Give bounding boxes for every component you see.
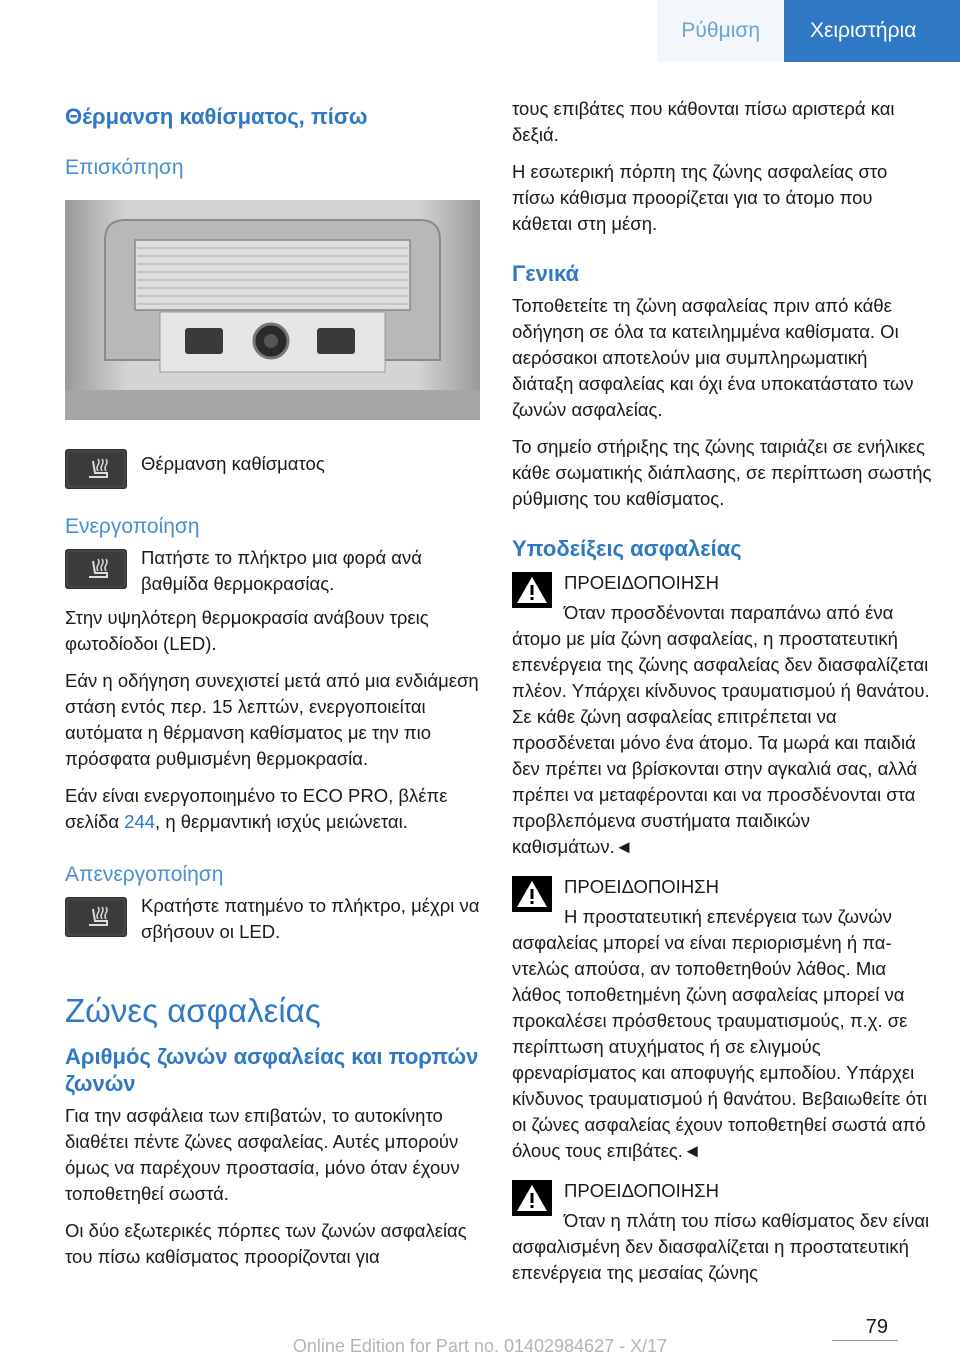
overview-heading: Επισκόπηση — [65, 156, 184, 179]
left-column — [65, 96, 485, 1281]
activation-heading: Ενεργοποίηση — [65, 515, 200, 538]
right-p-inner: Η εσωτερική πόρπη της ζώνης ασφαλείας στο πίσω κάθισμα προορίζεται για το άτομο που κάθεται στη μέση. — [512, 161, 888, 234]
warning-triangle-icon — [512, 876, 552, 912]
warning-block — [512, 874, 932, 1164]
icon-caption-row — [65, 445, 485, 489]
warning-text-2: Η προστατευτική επενέργεια των ζωνών ασφαλείας μπορεί να είναι περιορισμένη ή παντελώς απούσα, αν τοποθετηθούν λάθος. Μια λάθος τοποθετημένη ζώνη ασφαλείας μπορεί να προκαλέσει πρόσθετους τραυματισμούς, π.χ. σε περίπτωση ατυχήματος ή σε ελιγμούς φρεναρίσματος και αποφυγής εμποδίου. Υπάρχει κίνδυνος τραυματισμού ή θανάτου. Βεβαιωθείτε ότι οι ζώνες ασφαλείας έχουν τοποθετηθεί σωστά από όλους τους επιβάτες.◄ — [512, 906, 928, 1161]
activation-p3-b: , η θερμαντική ισχύς μειώνεται. — [155, 811, 408, 832]
activation-step-row — [65, 545, 485, 597]
warning-block — [512, 570, 932, 860]
general-heading: Γενικά — [512, 261, 580, 286]
activation-p3 — [65, 783, 485, 835]
warning-label: ΠΡΟΕΙΔΟΠΟΙΗΣΗ — [564, 1180, 719, 1201]
belts-p2: Οι δύο εξωτερικές πόρπες των ζωνών ασφαλείας του πίσω καθίσματος προορίζονται για — [65, 1220, 467, 1267]
page-link-244[interactable]: 244 — [124, 811, 156, 832]
warning-triangle-icon — [512, 1180, 552, 1216]
activation-p1: Στην υψηλότερη θερμοκρασία ανάβουν τρεις φωτοδίοδοι (LED). — [65, 607, 429, 654]
warning-label: ΠΡΟΕΙΔΟΠΟΙΗΣΗ — [564, 572, 719, 593]
seat-heating-icon — [65, 549, 127, 589]
belts-number-heading: Αριθμός ζωνών ασφαλείας και πορπών ζωνών — [65, 1044, 479, 1096]
general-p1: Τοποθετείτε τη ζώνη ασφαλείας πριν από κάθε οδήγηση σε όλα τα κατειλημμένα καθίσματα. Οι αερόσακοι αποτελούν μια συμπληρωματική διάταξη ασφαλείας και όχι ένα υποκατάστατο των ζωνών ασφαλείας. — [512, 295, 914, 420]
seat-heating-icon — [65, 897, 127, 937]
right-column — [512, 96, 932, 1300]
right-p-cont: τους επιβάτες που κάθονται πίσω αριστερά και δεξιά. — [512, 98, 895, 145]
warning-label: ΠΡΟΕΙΔΟΠΟΙΗΣΗ — [564, 876, 719, 897]
activation-p2: Εάν η οδήγηση συνεχιστεί μετά από μια ενδιάμεση στάση εντός περ. 15 λεπτών, ενεργοποιείται αυτόματα η θέρμανση καθίσματος με την πιο πρόσφατα ρυθμισμένη θερμοκρασία. — [65, 670, 479, 769]
belts-title: Ζώνες ασφαλείας — [65, 992, 321, 1029]
warning-triangle-icon — [512, 572, 552, 608]
edition-footer: Online Edition for Part no. 01402984627 - X/17 — [292, 1336, 668, 1356]
rear-console-photo — [65, 200, 480, 420]
general-p2: Το σημείο στήριξης της ζώνης ταιριάζει σε ενήλικες κάθε σωματικής διάπλασης, σε περίπτωση σωστής ρύθμισης του καθίσματος. — [512, 436, 932, 509]
safety-heading: Υποδείξεις ασφαλείας — [512, 536, 742, 561]
activation-step: Πατήστε το πλήκτρο μια φορά ανά βαθμίδα θερμοκρασίας. — [141, 547, 422, 594]
section-title: Θέρμανση καθίσματος, πίσω — [65, 104, 368, 129]
warning-text-1: Όταν προσδένονται παραπάνω από ένα άτομο με μία ζώνη ασφαλείας, η προστατευτική επενέργεια της ζώνης ασφαλείας δεν διασφαλίζεται πλέον. Υπάρχει κίνδυνος τραυματισμού ή θανάτου. Σε κάθε ζώνη ασφαλείας επιτρέπεται να προσδένεται μόνο ένα άτομο. Τα μωρά και παιδιά δεν πρέπει να βρίσκονται στην αγκαλιά σας, αλλά πρέπει να μεταφέρονται και να προσδένονται στα προβλεπόμενα συστήματα παιδικών καθισμάτων.◄ — [512, 602, 930, 857]
warning-block — [512, 1178, 932, 1286]
page-number: 79 — [865, 1316, 888, 1338]
belts-p1: Για την ασφάλεια των επιβατών, το αυτοκίνητο διαθέτει πέντε ζώνες ασφαλείας. Αυτές μπορούν όμως να παρέχουν προστασία, μόνο όταν έχουν τοποθετηθεί σωστά. — [65, 1105, 460, 1204]
header — [657, 0, 960, 62]
seat-heating-icon — [65, 449, 127, 489]
warning-text-3: Όταν η πλάτη του πίσω καθίσματος δεν είναι ασφαλισμένη δεν διασφαλίζεται η προστατευτική επενέργεια της μεσαίας ζώνης — [512, 1210, 930, 1283]
deactivation-step-row — [65, 893, 485, 945]
deactivation-heading: Απενεργοποίηση — [65, 863, 224, 886]
deactivation-step: Κρατήστε πατημένο το πλήκτρο, μέχρι να σβήσουν οι LED. — [141, 895, 480, 942]
tab-adjusting[interactable]: Ρύθμιση — [657, 0, 784, 62]
activation-p3-a: Εάν είναι ενεργοποιημένο το ECO PRO, βλέπε σελίδα — [65, 785, 448, 832]
icon-caption: Θέρμανση καθίσματος — [141, 453, 325, 474]
tab-controls[interactable]: Χειριστήρια — [784, 0, 960, 62]
